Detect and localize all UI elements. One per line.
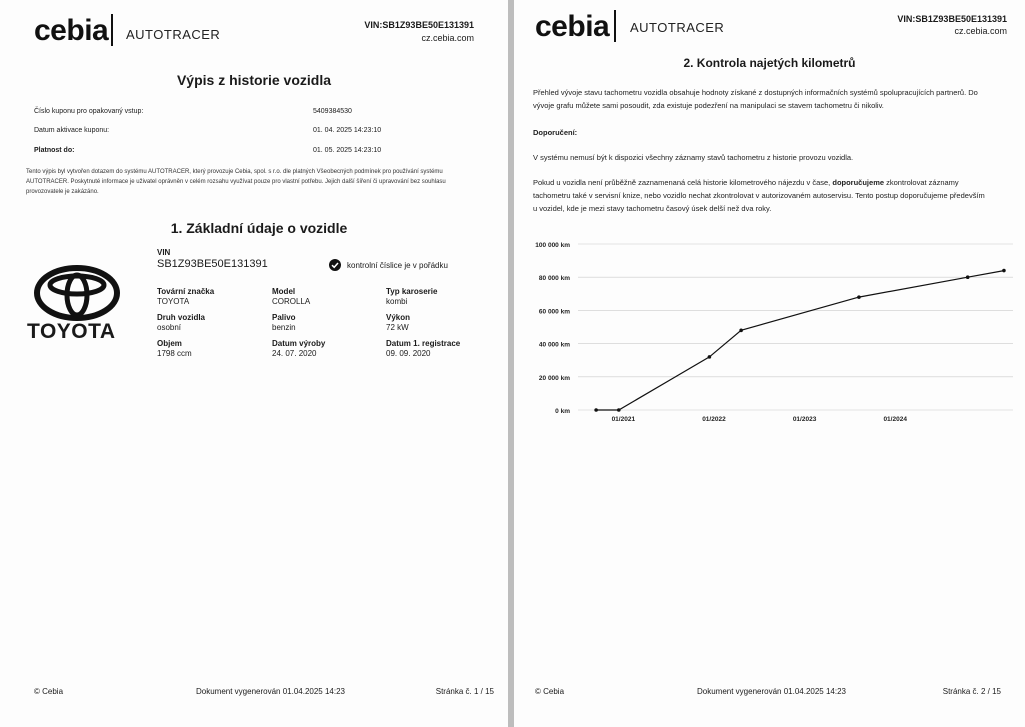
- odometer-chart: [514, 234, 1025, 430]
- y-tick-label: 100 000 km: [535, 242, 570, 249]
- footer-page-number: Stránka č. 1 / 15: [435, 687, 494, 696]
- field-label: Datum výroby: [272, 339, 326, 348]
- field-value: osobní: [157, 323, 182, 332]
- cebia-logo: cebia: [535, 10, 610, 43]
- y-tick-label: 20 000 km: [538, 374, 570, 382]
- logo-divider: [111, 14, 113, 46]
- field-label: Model: [272, 287, 296, 296]
- field-value: 24. 07. 2020: [272, 349, 317, 358]
- validity-label: Platnost do:: [34, 147, 75, 154]
- field-value: 72 kW: [386, 323, 409, 332]
- field-value: kombi: [386, 297, 408, 306]
- site-link[interactable]: cz.cebia.com: [954, 26, 1007, 36]
- data-point: [708, 355, 712, 359]
- vin-check-text: kontrolní číslice je v pořádku: [347, 261, 448, 270]
- footer-generated: Dokument vygenerován 01.04.2025 14:23: [196, 687, 345, 696]
- data-point: [1002, 269, 1006, 273]
- page-title: Výpis z historie vozidla: [176, 72, 332, 88]
- intro-text: [533, 86, 1013, 112]
- recommend-paragraph: [533, 176, 1015, 215]
- x-tick-label: 01/2024: [883, 416, 907, 423]
- vin-header: VIN:SB1Z93BE50E131391: [897, 14, 1007, 24]
- footer-copyright: © Cebia: [34, 687, 64, 696]
- y-tick-label: 0 km: [555, 408, 570, 415]
- toyota-emblem-icon: [34, 265, 120, 321]
- disclaimer-line: AUTOTRACER. Poskytnuté informace je uživatel oprávněn v celém rozsahu využívat pouze pro vlastní potřebu. Jejich další šíření či upravování bez souhlasu: [26, 179, 446, 185]
- paragraph-line: [533, 176, 1015, 189]
- field-label: Objem: [157, 339, 182, 348]
- validity-value: 01. 05. 2025 14:23:10: [313, 147, 382, 154]
- product-name: AUTOTRACER: [630, 20, 725, 35]
- y-tick-label: 80 000 km: [538, 275, 570, 283]
- product-name: AUTOTRACER: [126, 27, 221, 42]
- check-circle-icon: [329, 259, 341, 271]
- vin-label: VIN: [157, 248, 171, 257]
- field-label: Tovární značka: [157, 287, 215, 296]
- footer-copyright: © Cebia: [535, 687, 565, 696]
- site-link[interactable]: cz.cebia.com: [421, 33, 474, 43]
- data-point: [857, 295, 861, 299]
- field-label: Výkon: [386, 313, 411, 322]
- y-tick-label: 40 000 km: [538, 341, 570, 349]
- field-value: benzin: [272, 323, 296, 332]
- activation-value: 01. 04. 2025 14:23:10: [313, 127, 382, 134]
- intro-line: Přehled vývoje stavu tachometru vozidla obsahuje hodnoty získané z dostupných informačních systémů spolupracujících partnerů. Do: [533, 88, 978, 97]
- paragraph-line: tachometru také v servisní knize, nebo vozidlo nechat zkontrolovat v autorizovaném autoservisu. Tento postup doporučujeme především: [533, 191, 985, 200]
- field-value: TOYOTA: [157, 297, 190, 306]
- disclaimer-line: Tento výpis byl vytvořen dotazem do systému AUTOTRACER, který provozuje Cebia, spol. s r.o. dle platných Všeobecných podmínek pro používání systému: [26, 169, 443, 175]
- y-tick-label: 60 000 km: [538, 308, 570, 316]
- report-page-1: [0, 0, 508, 727]
- section-title: 1. Základní údaje o vozidle: [170, 220, 348, 236]
- disclaimer-line: provozovatele je zakázáno.: [26, 189, 99, 195]
- recommend-text: V systému nemusí být k dispozici všechny záznamy stavů tachometru z historie provozu vozidla.: [533, 153, 854, 162]
- coupon-label: Číslo kuponu pro opakovaný vstup:: [34, 108, 144, 115]
- report-page-2: [514, 0, 1025, 727]
- paragraph-bold: doporučujeme: [832, 178, 885, 187]
- cebia-logo: cebia: [34, 14, 109, 47]
- data-point: [966, 275, 970, 279]
- vin-header: VIN:SB1Z93BE50E131391: [364, 20, 474, 30]
- paragraph-fragment: zkontrolovat záznamy: [886, 178, 959, 187]
- footer-page-number: Stránka č. 2 / 15: [942, 687, 1001, 696]
- data-point: [594, 408, 598, 412]
- x-tick-label: 01/2021: [611, 416, 636, 423]
- field-value: COROLLA: [272, 297, 311, 306]
- field-label: Palivo: [272, 313, 296, 322]
- intro-line: vývoje grafu můžete sami posoudit, zda existuje podezření na manipulaci se stavem tachometru či nikoliv.: [533, 101, 884, 110]
- paragraph-line: u vozidel, kde je mezi stavy tachometru časový úsek delší než dva roky.: [533, 204, 772, 213]
- x-tick-label: 01/2023: [792, 416, 817, 423]
- data-point: [739, 329, 743, 333]
- data-point: [617, 408, 621, 412]
- field-value: 09. 09. 2020: [386, 349, 431, 358]
- disclaimer: [26, 167, 496, 197]
- recommend-heading: Doporučení:: [533, 128, 578, 137]
- paragraph-fragment: Pokud u vozidla není průběžně zaznamenaná celá historie kilometrového nájezdu v čase,: [533, 178, 831, 187]
- coupon-value: 5409384530: [313, 108, 352, 115]
- page-title: 2. Kontrola najetých kilometrů: [683, 56, 856, 70]
- field-value: 1798 ccm: [157, 349, 192, 358]
- vin-value: SB1Z93BE50E131391: [157, 258, 268, 270]
- toyota-wordmark: TOYOTA: [27, 320, 116, 343]
- logo-divider: [614, 10, 616, 42]
- x-tick-label: 01/2022: [702, 416, 726, 423]
- series-line: [596, 271, 1004, 410]
- field-label: Typ karoserie: [386, 287, 438, 296]
- field-label: Datum 1. registrace: [386, 339, 461, 348]
- activation-label: Datum aktivace kuponu:: [34, 127, 110, 134]
- field-label: Druh vozidla: [157, 313, 206, 322]
- footer-generated: Dokument vygenerován 01.04.2025 14:23: [697, 687, 846, 696]
